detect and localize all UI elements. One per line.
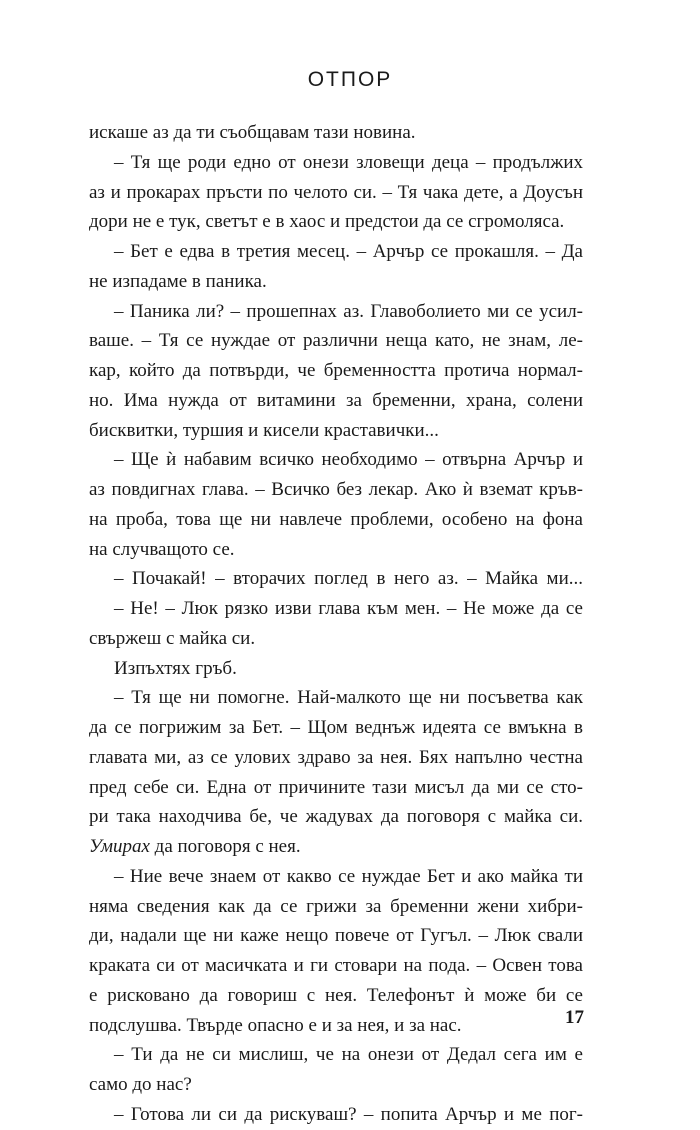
text-line: да се погрижим за Бет. – Щом веднъж идеята се вмъкна в <box>89 717 583 738</box>
text-line: ваше. – Тя се нуждае от различни неща като, не знам, ле- <box>89 330 583 352</box>
text-line: краката си от масичката и ги стовари на пода. – Освен това <box>89 955 583 976</box>
page-number: 17 <box>565 1007 584 1028</box>
text-line: подслушва. Твърде опасно е и за нея, и за нас. <box>89 1014 462 1036</box>
text-line: дори не е тук, светът е в хаос и предстои да се сгромоляса. <box>89 211 565 233</box>
text-fragment: да поговоря с нея. <box>149 836 301 857</box>
body-text <box>89 118 583 1130</box>
text-line: бисквитки, туршия и кисели краставички... <box>89 419 439 441</box>
text-line: но. Има нужда от витамини за бременни, храна, солени <box>89 389 583 411</box>
text-line: само до нас? <box>89 1074 192 1095</box>
text-line: – Паника ли? – прошепнах аз. Главоболието ми се усил- <box>114 300 583 322</box>
text-line: – Ти да не си мислиш, че на онези от Дедал сега им е <box>114 1044 583 1066</box>
text-line: ри така находчива бе, че жадувах да поговоря с майка си. <box>89 806 583 828</box>
text-line: ди, надали ще ни каже нещо повече от Гугъл. – Люк свали <box>89 925 583 947</box>
text-line <box>89 832 583 862</box>
text-line: пред себе си. Една от причините тази мисъл да ми се сто- <box>89 776 583 798</box>
text-line: няма сведения как да се грижи за бременни жени хибри- <box>89 895 583 917</box>
text-line: – Ще ѝ набавим всичко необходимо – отвърна Арчър и <box>114 449 583 471</box>
text-line: е рисковано да говориш с нея. Телефонът ѝ може би се <box>89 984 583 1006</box>
text-line: – Бет е едва в третия месец. – Арчър се прокашля. – Да <box>114 241 583 262</box>
text-line: свържеш с майка си. <box>89 627 256 649</box>
text-line: аз повдигнах глава. – Всичко без лекар. Ако ѝ вземат кръв- <box>89 479 583 500</box>
text-line: – Не! – Люк рязко изви глава към мен. – Не може да се <box>114 598 583 619</box>
text-line: аз и прокарах пръсти по челото си. – Тя чака дете, а Доусън <box>89 181 583 203</box>
emphasis-text: Умирах <box>89 836 150 857</box>
text-line: – Почакай! – вторачих поглед в него аз. – Майка ми... <box>114 568 583 590</box>
running-head: ОТПОР <box>307 68 393 91</box>
text-line: главата ми, аз се улових здраво за нея. Бях напълно честна <box>89 746 583 768</box>
text-line: – Ние вече знаем от какво се нуждае Бет и ако майка ти <box>114 865 583 887</box>
text-line: – Тя ще ни помогне. Най-малкото ще ни посъветва как <box>114 687 583 709</box>
text-line: Изпъхтях гръб. <box>114 657 237 679</box>
text-line: на случващото се. <box>89 538 235 560</box>
text-line: – Тя ще роди едно от онези зловещи деца – продължих <box>114 151 583 173</box>
text-line: не изпадаме в паника. <box>89 270 267 292</box>
text-line: на проба, това ще ни навлече проблеми, особено на фона <box>89 508 583 530</box>
text-line: – Готова ли си да рискуваш? – попита Арчър и ме пог- <box>114 1103 583 1125</box>
text-line: кар, който да потвърди, че бременността протича нормал- <box>89 360 583 381</box>
text-line: искаше аз да ти съобщавам тази новина. <box>89 122 416 143</box>
